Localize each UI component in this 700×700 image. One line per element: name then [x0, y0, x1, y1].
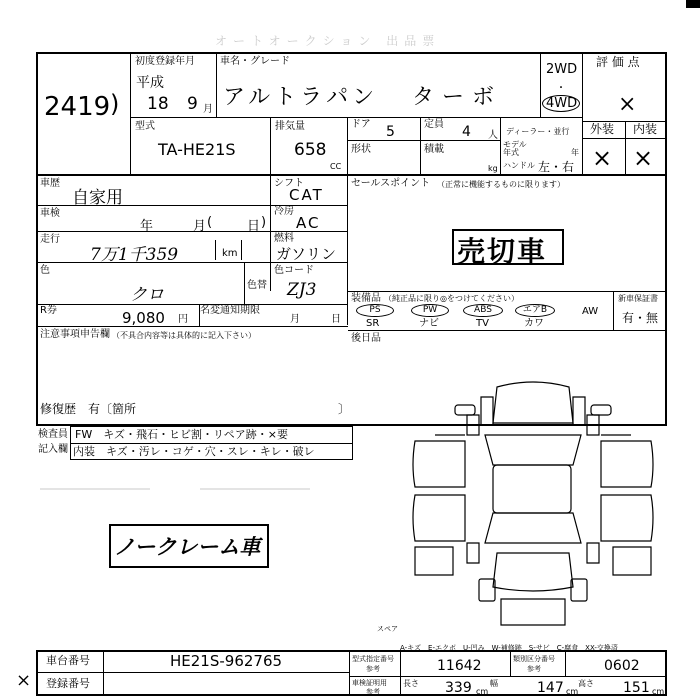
inspection-paren-close: )	[261, 215, 267, 230]
equip-leather: カワ	[524, 318, 544, 329]
recycle-value: 9,080	[122, 309, 165, 327]
name-change-label: 名変通知期限	[200, 305, 260, 316]
warranty-label: 新車保証書	[618, 294, 658, 303]
equip-pw: PW	[411, 304, 449, 317]
shape-label: 形状	[351, 144, 371, 155]
model-year-label-1: モデル	[503, 140, 527, 149]
recycle-label: R券	[40, 305, 57, 316]
inspector-label-1: 検査員	[38, 429, 68, 440]
sales-stamp: 売切車	[457, 235, 548, 268]
drive-dot: ・	[556, 83, 566, 94]
mileage-unit: km	[222, 248, 238, 259]
vehicle-name: アルトラパン	[223, 85, 379, 110]
lot-number: 2419	[44, 92, 111, 122]
sales-point-label: セールスポイント	[351, 178, 431, 189]
handle-label: ハンドル	[503, 161, 535, 170]
faded-title: オートオークション 出品票	[215, 34, 441, 48]
width-label: 幅	[490, 679, 498, 688]
type-number-label-2: 参考	[366, 665, 380, 673]
equip-aw: AW	[582, 306, 599, 317]
reg-month: 9	[187, 94, 198, 114]
type-number-value: 11642	[437, 658, 482, 674]
inspector-row-2: 内装 キズ・汚レ・コゲ・穴・スレ・キレ・破レ	[73, 445, 315, 458]
first-reg-label: 初度登録年月	[135, 56, 195, 67]
repair-label: 修復歴 有〔箇所	[40, 402, 137, 416]
mileage-value: 7万1千359	[90, 245, 179, 265]
type-number-label-1: 型式指定番号	[352, 655, 394, 663]
fuel-label: 燃料	[274, 233, 294, 244]
equipment-label: 装備品	[351, 293, 381, 304]
chassis-value: HE21S-962765	[170, 652, 283, 670]
color-code-label: 色コード	[274, 265, 314, 276]
width-unit: cm	[566, 687, 579, 696]
inspector-row-1: FW キズ・飛石・ヒビ割・リペア跡・×要	[75, 428, 288, 441]
chassis-label: 車台番号	[46, 654, 90, 667]
equip-airbag: エアB	[515, 304, 555, 317]
length-value: 339	[445, 680, 472, 696]
reg-month-unit: 月	[203, 104, 213, 115]
dealer-label: ディーラー・並行	[506, 127, 570, 136]
capacity-value: 4	[462, 124, 471, 140]
drive-4wd: 4WD	[546, 96, 578, 111]
equip-navi: ナビ	[419, 318, 439, 329]
displacement-label: 排気量	[275, 121, 305, 132]
notes-label: 注意事項申告欄	[40, 329, 110, 340]
displacement-value: 658	[294, 140, 327, 160]
height-label: 高さ	[578, 679, 594, 688]
inspection-day: 日	[247, 219, 261, 234]
spare-label: スペア	[377, 625, 398, 633]
class-number-label-2: 参考	[527, 665, 541, 673]
exterior-label: 外装	[590, 122, 615, 136]
person-unit: 人	[488, 130, 498, 141]
width-value: 147	[537, 680, 564, 696]
shift-label: シフト	[274, 178, 304, 189]
era: 平成	[136, 75, 164, 91]
inspection-month: 月	[193, 219, 207, 234]
sales-point-note: （正常に機能するものに限ります）	[437, 180, 565, 189]
inspection-label: 車検	[40, 208, 60, 219]
recycle-unit: 円	[178, 314, 188, 325]
class-number-value: 0602	[604, 658, 640, 674]
model-label: 型式	[135, 121, 155, 132]
repair-close: 〕	[338, 402, 351, 416]
color-code-value: ZJ3	[287, 280, 317, 300]
inspection-paren-open: (	[207, 215, 213, 230]
vehicle-name-label: 車名・グレード	[220, 56, 290, 67]
equip-ps: PS	[356, 304, 394, 317]
inspection-year: 年	[140, 219, 154, 234]
length-unit: cm	[476, 687, 489, 696]
drive-2wd: 2WD	[546, 62, 578, 77]
color-change-label: 色替	[247, 280, 267, 291]
equip-abs: ABS	[463, 304, 503, 317]
no-claim-stamp: ノークレーム車	[114, 535, 261, 559]
load-label: 積載	[424, 144, 444, 155]
length-label: 長さ	[403, 679, 419, 688]
history-value: 自家用	[72, 188, 123, 208]
equipment-note: （純正品に限り◎をつけてください）	[384, 294, 519, 303]
reg-year: 18	[147, 94, 169, 114]
lot-number-mark: )	[110, 90, 120, 118]
color-value: クロ	[130, 285, 164, 305]
corner-mark	[686, 0, 700, 8]
equip-tv: TV	[476, 318, 489, 329]
handle-value: 左・右	[538, 160, 575, 174]
reg-number-label: 登録番号	[46, 677, 90, 690]
door-label: ドア	[351, 119, 371, 130]
ac-label: 冷房	[274, 206, 294, 217]
name-change-day: 日	[331, 314, 341, 325]
inspector-label-2: 記入欄	[38, 444, 68, 455]
notes-sub: （不具合内容等は具体的に記入下さい）	[112, 331, 256, 340]
aftermarket-label: 後日品	[351, 333, 381, 344]
rating-label: 評 価 点	[596, 55, 640, 69]
name-change-month: 月	[290, 314, 300, 325]
interior-mark: ×	[633, 144, 654, 172]
door-value: 5	[386, 124, 395, 140]
reg-number-mark: ×	[16, 670, 32, 691]
equip-sr: SR	[366, 318, 380, 329]
fuel-value: ガソリン	[276, 245, 337, 263]
class-number-label-1: 類別区分番号	[513, 655, 555, 663]
mileage-label: 走行	[40, 234, 60, 245]
capacity-label: 定員	[424, 119, 444, 130]
model-value: TA-HE21S	[158, 140, 236, 159]
interior-label: 内装	[633, 122, 658, 136]
ac-value: AC	[296, 214, 321, 232]
kg-unit: kg	[488, 164, 498, 173]
car-damage-diagram	[405, 375, 665, 640]
year-char: 年	[571, 148, 579, 157]
vehicle-grade: ターボ	[412, 85, 503, 110]
cc-unit: CC	[330, 162, 342, 171]
diagram-legend: A-キズ E-エクボ U-凹み W-補修跡 S-サビ C-腐食 XX-交換済	[400, 644, 618, 652]
dimension-label-2: 参考	[366, 688, 380, 696]
faint-bar-1	[40, 488, 150, 490]
faint-bar-2	[200, 488, 310, 490]
rating-mark: ×	[618, 92, 637, 117]
history-label: 車歴	[40, 178, 60, 189]
warranty-value: 有・無	[622, 311, 659, 325]
height-value: 151	[623, 680, 650, 696]
color-label: 色	[40, 265, 50, 276]
shift-value: CAT	[289, 186, 324, 204]
height-unit: cm	[652, 687, 665, 696]
exterior-mark: ×	[592, 144, 613, 172]
dimension-label-1: 車検証明用	[352, 679, 387, 687]
model-year-label-2: 年式	[503, 148, 519, 157]
